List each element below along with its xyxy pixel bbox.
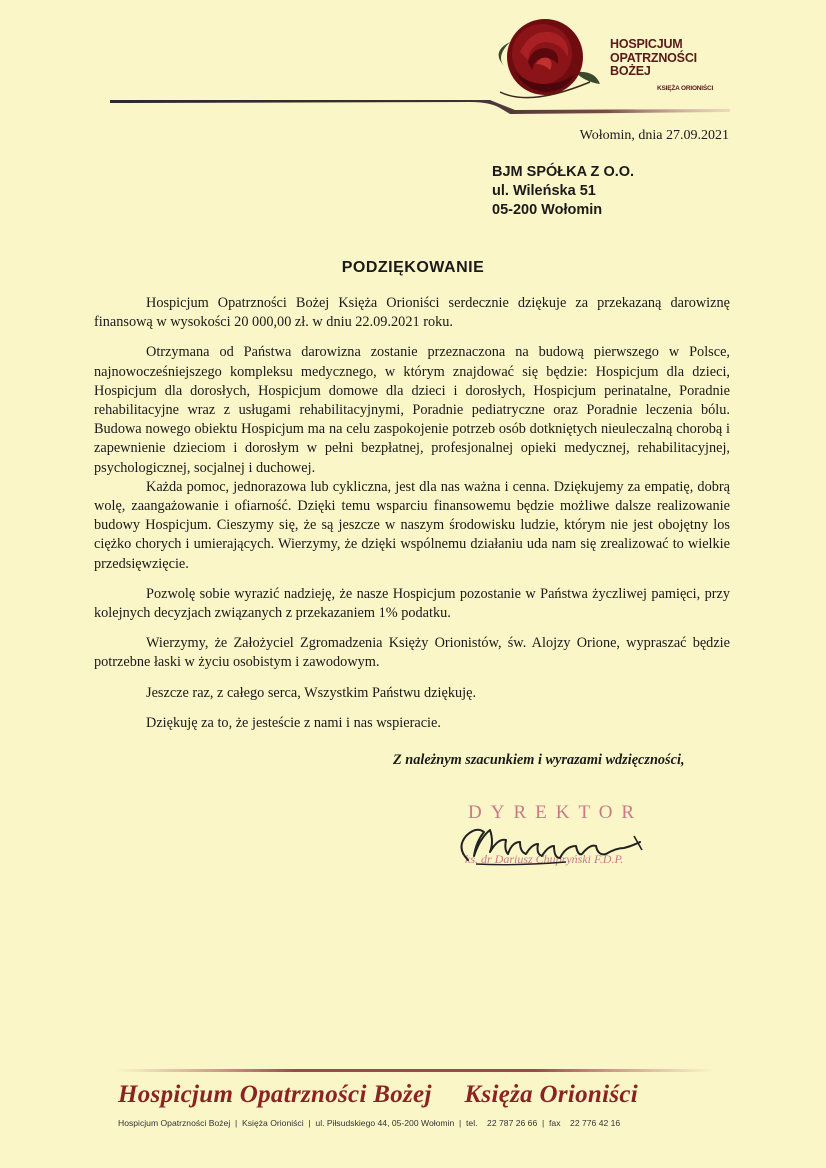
logo-line-1: HOSPICJUM	[610, 37, 683, 51]
closing-line: Z należnym szacunkiem i wyrazami wdzięczności,	[393, 752, 685, 768]
letter-body	[94, 294, 730, 744]
recipient-block	[492, 163, 634, 220]
footer-title: Hospicjum Opatrzności Bożej Księża Orioniści	[118, 1081, 639, 1108]
footer-divider	[115, 1069, 715, 1072]
letter-title: PODZIĘKOWANIE	[341, 259, 485, 276]
recipient-name: BJM SPÓŁKA Z O.O.	[492, 164, 635, 180]
paragraph: Hospicjum Opatrzności Bożej Księża Orioniści serdecznie dziękuje za przekazaną darowiznę finansową w wysokości 20 000,00 zł. w dniu 22.09.2021 roku.	[94, 295, 730, 331]
stamp-name: ks. dr Dariusz Chupryński F.D.P.	[465, 852, 624, 866]
paragraph: Dziękuję za to, że jesteście z nami i nas wspieracie.	[146, 714, 441, 731]
paragraph: Wierzymy, że Założyciel Zgromadzenia Księży Orionistów, św. Alojzy Orione, wypraszać będzie potrzebne łaski w życiu osobistym i zawodowym.	[94, 635, 730, 671]
paragraph: Jeszcze raz, z całego serca, Wszystkim Państwu dziękuję.	[146, 684, 477, 701]
stamp-role: DYREKTOR	[468, 802, 644, 823]
paragraph: Pozwolę sobie wyrazić nadzieję, że nasze Hospicjum pozostanie w Państwa życzliwej pamięci, przy kolejnych decyzjach związanych z przekazaniem 1% podatku.	[94, 585, 730, 622]
logo-wordmark	[610, 38, 697, 79]
logo-subtitle: KSIĘŻA ORIONIŚCI	[657, 85, 714, 92]
paragraph: Otrzymana od Państwa darowizna zostanie przeznaczona na budową pierwszego w Polsce, najnowocześniejszego kompleksu medycznego, w którym znajdować się będzie: Hospicjum dla dzieci, Hospicjum dla dorosłych, Hospicjum domowe dla dzieci i dorosłych, Hospicjum perinatalne, Poradnie rehabilitacyjne wraz z usługami rehabilitacyjnymi, Poradnie pediatryczne oraz Poradnie leczenia bólu. Budowa nowego obiektu Hospicjum ma na celu zaspokojenie potrzeb osób dotkniętych nieuleczalną chorobą i zapewnienie dzieciom i dorosłym w pełni bezpłatnej, profesjonalnej opieki medycznej, rehabilitacyjnej, psychologicznej, socjalnej i duchowej.	[94, 344, 730, 476]
rose-icon	[470, 12, 620, 112]
logo-line-3: BOŻEJ	[610, 64, 651, 78]
paragraph: Każda pomoc, jednorazowa lub cykliczna, jest dla nas ważna i cenna. Dziękujemy za empatię, dobrą wolę, zaangażowanie i ofiarność. Dzięki temu wsparciu finansowemu będzie możliwe dalsze realizowanie budowy Hospicjum. Cieszymy się, że są jeszcze w naszym środowisku ludzie, którym nie jest obojętny los ciężko chorych i umierających. Wierzymy, że dzięki wspólnemu działaniu uda nam się zrealizować to wielkie przedsięwzięcie.	[94, 478, 730, 572]
footer-address: Hospicjum Opatrzności Bożej | Księża Orioniści | ul. Piłsudskiego 44, 05-200 Wołomin | tel. 22 787 26 66 | fax 22 776 42 16	[118, 1118, 621, 1128]
logo-line-2: OPATRZNOŚCI	[610, 50, 697, 65]
letter-date: Wołomin, dnia 27.09.2021	[579, 128, 729, 143]
handwritten-signature	[446, 808, 656, 872]
header-divider	[110, 99, 730, 115]
recipient-street: ul. Wileńska 51	[492, 183, 596, 199]
recipient-city: 05-200 Wołomin	[492, 202, 603, 218]
